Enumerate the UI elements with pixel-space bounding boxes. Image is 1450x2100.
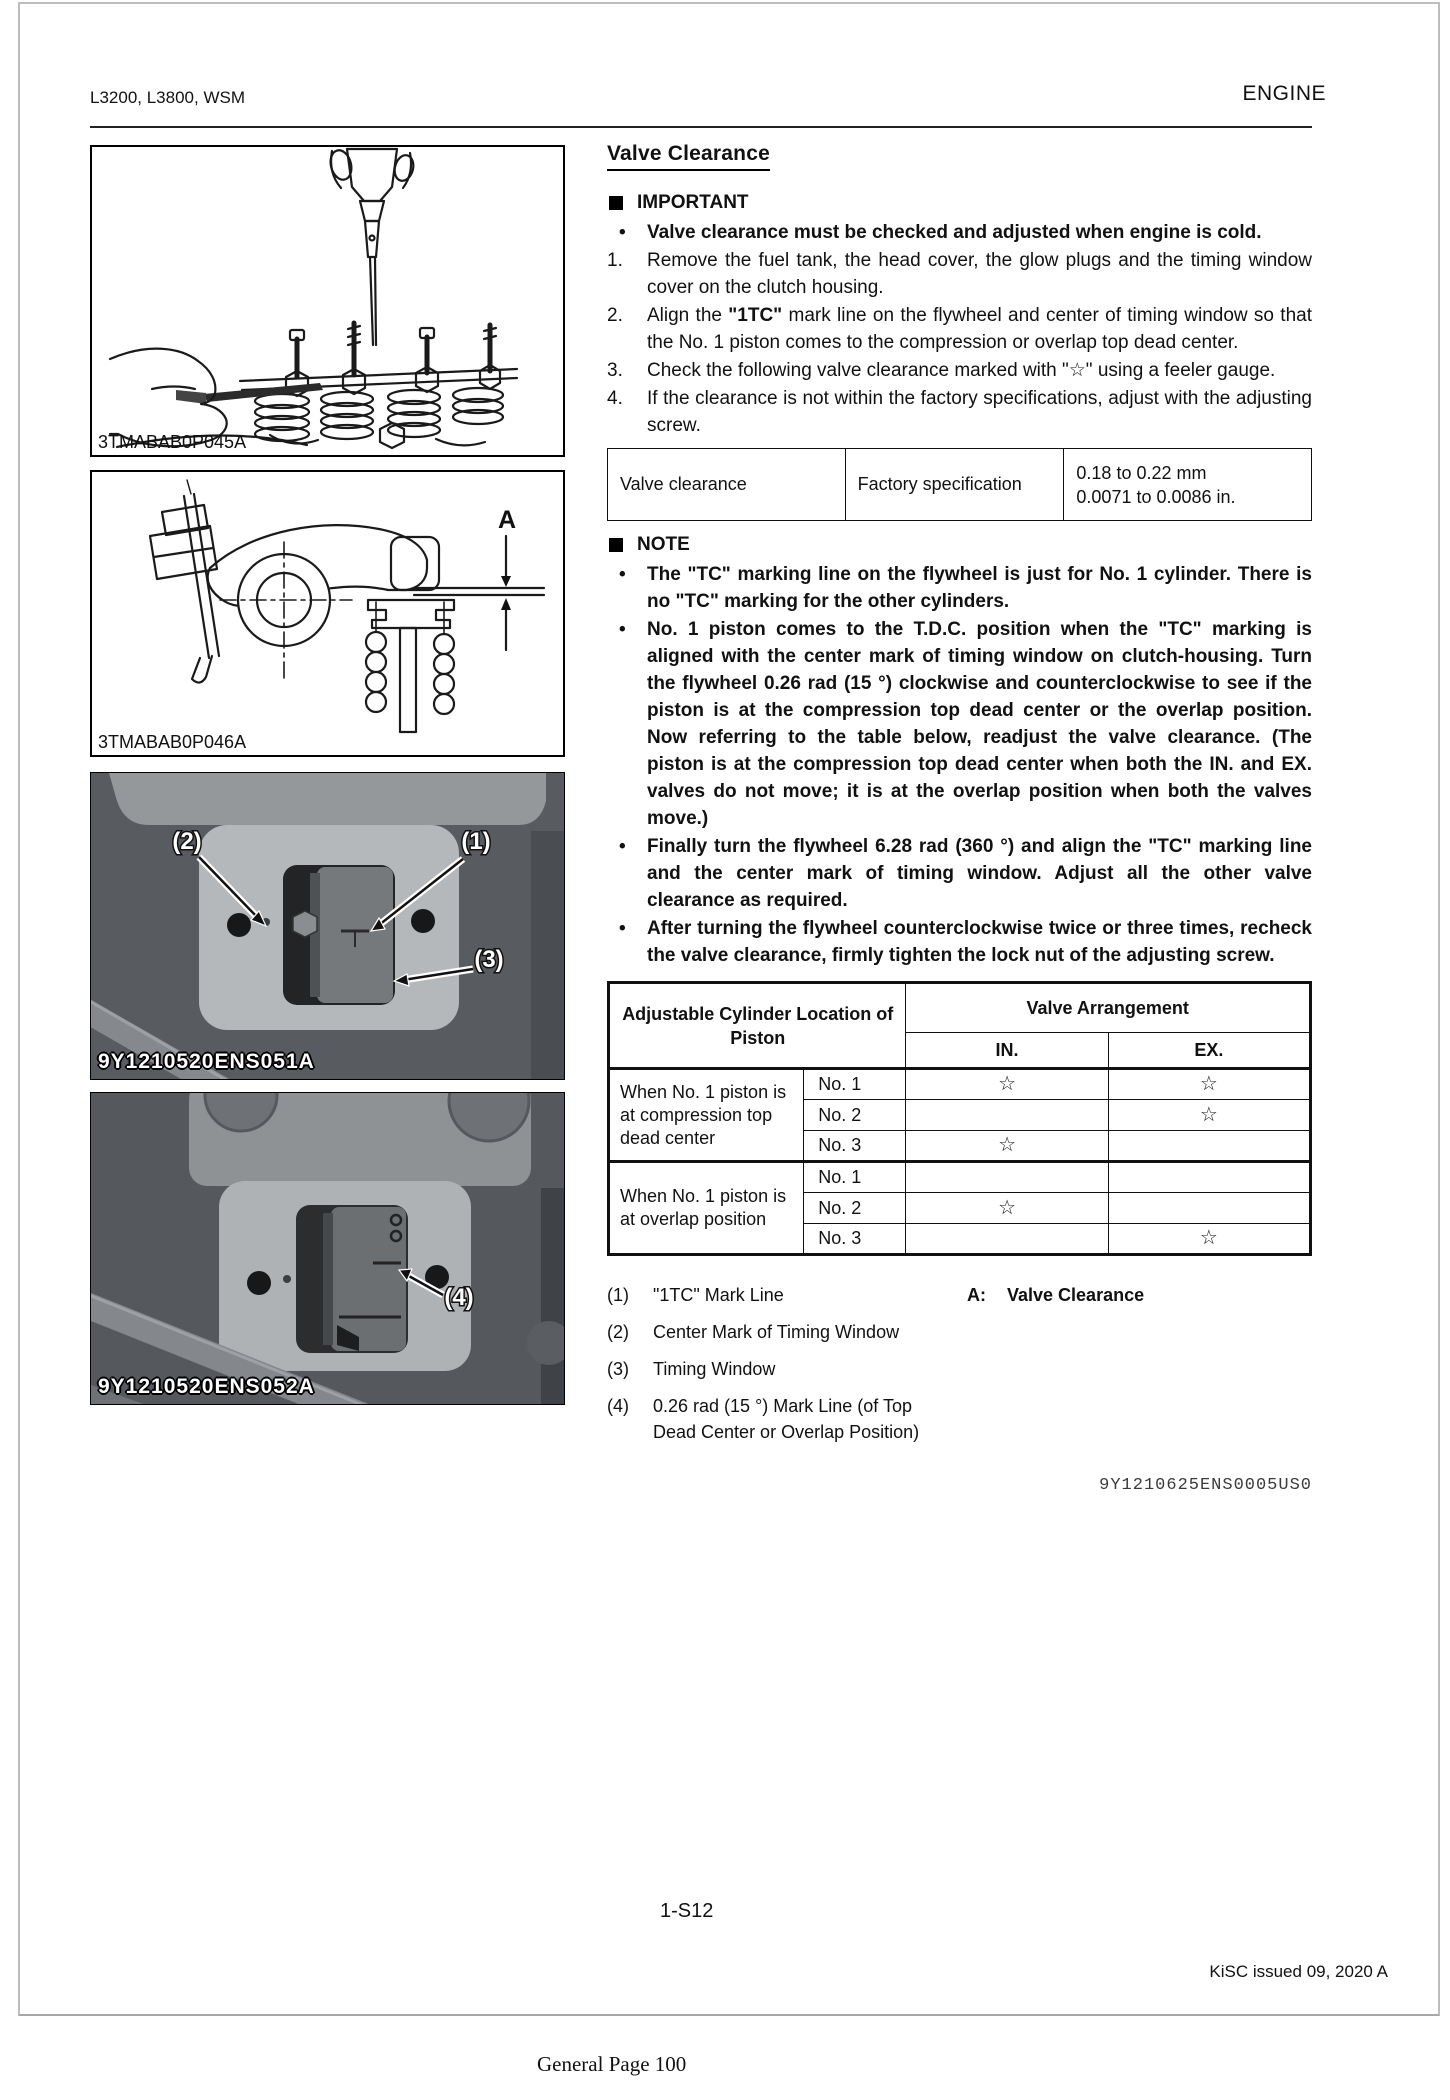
group-label-compression: When No. 1 piston is at compression top dead center (609, 1069, 804, 1162)
step-text: Align the "1TC" mark line on the flywheel and center of timing window so that the No. 1 piston comes to the compression or overlap top dead center. (647, 305, 1312, 353)
star-mark (906, 1162, 1108, 1193)
note-bullet-text: After turning the flywheel counterclockwise twice or three times, recheck the valve clearance, firmly tighten the lock nut of the adjusting screw. (647, 918, 1312, 966)
star-mark: ☆ (906, 1069, 1108, 1100)
table-header-arrangement: Valve Arrangement (906, 983, 1311, 1033)
table-row: No. 2 ☆ (609, 1100, 1311, 1131)
header-rule (90, 126, 1312, 128)
step-text: Remove the fuel tank, the head cover, the glow plugs and the timing window cover on the clutch housing. (647, 250, 1312, 298)
table-row: No. 3 ☆ (609, 1224, 1311, 1255)
figure-valve-adjustment-drawing (90, 145, 565, 457)
group-label-overlap: When No. 1 piston is at overlap position (609, 1162, 804, 1255)
content-column (607, 140, 1312, 1499)
center-mark-callout: (2) (172, 828, 202, 855)
note-heading-row (607, 531, 1312, 558)
note-heading: NOTE (637, 534, 690, 555)
timing-window-photo2 (91, 1093, 564, 1404)
star-mark: ☆ (1108, 1100, 1310, 1131)
step-number: 2. (607, 305, 623, 326)
clearance-dimension-label: A (498, 506, 517, 534)
important-bullet-text: Valve clearance must be checked and adjusted when engine is cold. (647, 222, 1262, 243)
step-text: If the clearance is not within the factory specifications, adjust with the adjusting screw. (647, 388, 1312, 436)
note-bullet-text: Finally turn the flywheel 6.28 rad (360 °) and align the "TC" marking line and the center mark of timing window. Adjust all the other valve clearance as required. (647, 836, 1312, 911)
section-title: Valve Clearance (607, 140, 770, 171)
note-bullet-text: The "TC" marking line on the flywheel is just for No. 1 cylinder. There is no "TC" marking for the other cylinders. (647, 564, 1312, 612)
table-header-in: IN. (906, 1033, 1108, 1069)
table-header-piston: Adjustable Cylinder Location of Piston (609, 983, 906, 1069)
table-header-ex: EX. (1108, 1033, 1310, 1069)
star-mark (1108, 1131, 1310, 1162)
star-mark: ☆ (906, 1131, 1108, 1162)
table-row: No. 3 ☆ (609, 1131, 1311, 1162)
star-mark: ☆ (1108, 1224, 1310, 1255)
step-number: 3. (607, 360, 623, 381)
figure-timing-window-photo2 (90, 1092, 565, 1405)
header-section: ENGINE (1242, 82, 1326, 105)
tc-mark-term: "1TC" (728, 305, 783, 326)
star-mark (906, 1100, 1108, 1131)
timing-window-callout: (3) (474, 946, 504, 973)
star-mark: ☆ (1108, 1069, 1310, 1100)
document-code: 9Y1210625ENS0005US0 (1099, 1476, 1312, 1495)
table-row: When No. 1 piston is at overlap position No. 1 (609, 1162, 1311, 1193)
table-row: No. 2 ☆ (609, 1193, 1311, 1224)
black-square-icon (609, 538, 623, 552)
note-bullet-1: • The "TC" marking line on the flywheel is just for No. 1 cylinder. There is no "TC" marking for the other cylinders. (607, 561, 1312, 615)
timing-window-photo1 (91, 773, 564, 1079)
mark-line-callout: (4) (444, 1284, 474, 1311)
star-mark (1108, 1193, 1310, 1224)
important-heading: IMPORTANT (637, 192, 749, 213)
legend-item-3: (3) Timing Window (607, 1359, 776, 1379)
step-2 (607, 302, 1312, 356)
legend-item-2: (2) Center Mark of Timing Window (607, 1322, 900, 1342)
valve-adjust-illustration (92, 147, 563, 455)
spec-item: Valve clearance (608, 449, 846, 521)
figure-legend (607, 1282, 1312, 1456)
bullet-marker: • (619, 222, 626, 243)
valve-clearance-spec-table (607, 448, 1312, 521)
step-1 (607, 247, 1312, 301)
tc-mark-callout: (1) (461, 828, 491, 855)
important-bullet (607, 219, 1312, 246)
spec-value: 0.18 to 0.22 mm 0.0071 to 0.0086 in. (1064, 449, 1312, 521)
step-text: Check the following valve clearance marked with "☆" using a feeler gauge. (647, 360, 1276, 381)
star-mark (906, 1224, 1108, 1255)
figure3-caption: 9Y1210520ENS051A (98, 1050, 315, 1073)
spec-label: Factory specification (845, 449, 1064, 521)
legend-dimension-a: A: Valve Clearance (967, 1285, 1145, 1305)
figure-timing-window-photo1 (90, 772, 565, 1080)
star-mark: ☆ (906, 1193, 1108, 1224)
valve-arrangement-table (607, 981, 1312, 1256)
legend-item-1: (1) "1TC" Mark Line (607, 1285, 784, 1305)
rocker-arm-illustration (92, 472, 563, 755)
step-4 (607, 385, 1312, 439)
manual-page (18, 2, 1440, 2016)
step-number: 1. (607, 250, 623, 271)
figure2-caption: 3TMABAB0P046A (98, 732, 247, 752)
pdf-page-label: General Page 100 (537, 2052, 687, 2076)
table-row: When No. 1 piston is at compression top dead center No. 1 ☆ ☆ (609, 1069, 1311, 1100)
step-number: 4. (607, 388, 623, 409)
page-number: 1-S12 (660, 1900, 714, 1922)
figure4-caption: 9Y1210520ENS052A (98, 1375, 315, 1398)
step-3 (607, 357, 1312, 384)
note-bullet-text: No. 1 piston comes to the T.D.C. position when the "TC" marking is aligned with the center mark of timing window on clutch-housing. Turn the flywheel 0.26 rad (15 °) clockwise and counterclockwise to see if the piston is at the compression top dead center or the overlap position. Now referring to the table below, readjust the valve clearance. (The piston is at the compression top dead center when both the IN. and EX. valves do not move; it is at the overlap position when both the valves move.) (647, 619, 1312, 829)
legend-item-4: (4) 0.26 rad (15 °) Mark Line (of Top Dead Center or Overlap Position) (607, 1396, 920, 1442)
figure1-caption: 3TMABAB0P045A (98, 432, 247, 452)
header-model: L3200, L3800, WSM (90, 88, 245, 107)
note-bullet-2: • No. 1 piston comes to the T.D.C. position when the "TC" marking is aligned with the center mark of timing window on clutch-housing. Turn the flywheel 0.26 rad (15 °) clockwise and counterclockwise to see if the piston is at the compression top dead center or the overlap position. Now referring to the table below, readjust the valve clearance. (The piston is at the compression top dead center when both the IN. and EX. valves do not move; it is at the overlap position when both the valves move.) (607, 616, 1312, 832)
black-square-icon (609, 196, 623, 210)
important-heading-row (607, 189, 1312, 216)
issue-note: KiSC issued 09, 2020 A (1209, 1962, 1388, 1981)
figure-rocker-arm-drawing (90, 470, 565, 757)
star-mark (1108, 1162, 1310, 1193)
note-bullet-4: • After turning the flywheel counterclockwise twice or three times, recheck the valve clearance, firmly tighten the lock nut of the adjusting screw. (607, 915, 1312, 969)
note-bullet-3: • Finally turn the flywheel 6.28 rad (360 °) and align the "TC" marking line and the center mark of timing window. Adjust all the other valve clearance as required. (607, 833, 1312, 914)
